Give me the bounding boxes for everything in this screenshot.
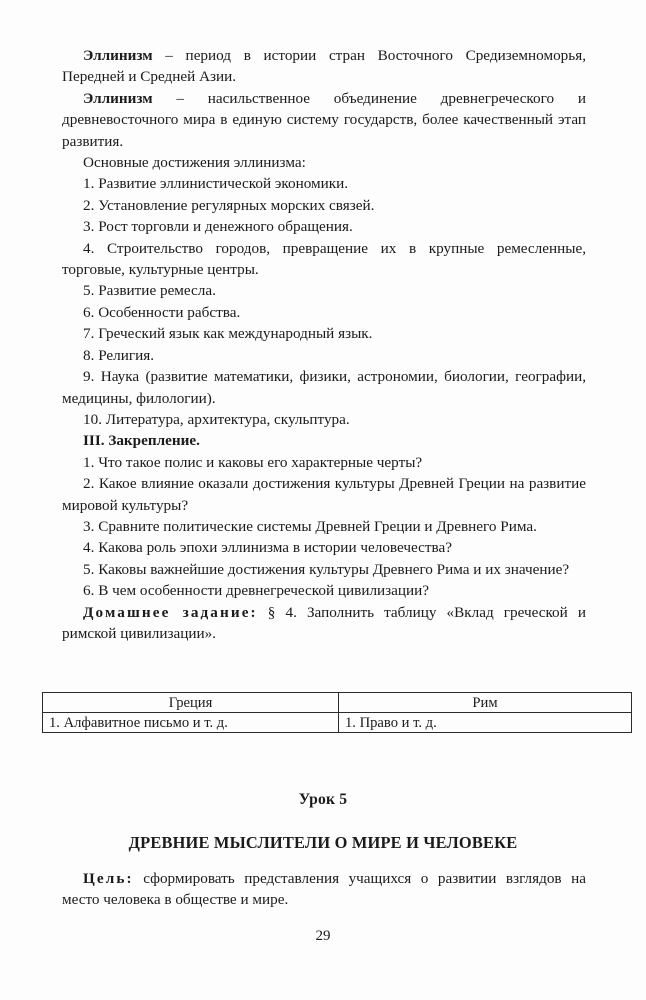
table-cell-greece-1: 1. Алфавитное письмо и т. д. [43,713,339,733]
achievement-item: 10. Литература, архитектура, скульптура. [83,410,350,428]
section-heading-iii [62,430,586,451]
table-header-row [43,693,632,713]
achievement-item: 6. Особенности рабства. [83,303,241,321]
definition-text-2: – насильственное объединение древнегреческого и древневосточного мира в единую систему государств, более качественный этап развития. [62,89,586,150]
definition-text-1: – период в истории стран Восточного Средиземноморья, Передней и Средней Азии. [62,47,586,86]
contribution-table-wrapper [42,692,605,733]
review-question: 3. Сравните политические системы Древней Греции и Древнего Рима. [83,517,537,535]
lesson-aim-label: Цель: [83,870,134,887]
definition-paragraph-2 [62,88,586,152]
section-heading-label: III. Закрепление. [83,432,200,450]
contribution-table [42,692,632,733]
page-body-text [62,45,586,644]
review-question: 1. Что такое полис и каковы его характерные черты? [83,453,423,471]
achievement-item: 8. Религия. [83,346,155,364]
lesson-aim-block [62,868,586,911]
table-header-rome: Рим [339,693,632,713]
page-number: 29 [315,928,331,944]
table-row [43,713,632,733]
definition-term-1: Эллинизм [83,47,153,64]
achievement-item: 7. Греческий язык как международный язык. [83,325,373,343]
achievement-item: 2. Установление регулярных морских связей. [83,196,375,214]
review-question: 4. Какова роль эпохи эллинизма в истории человечества? [83,539,452,557]
lesson-number: Урок 5 [298,791,348,808]
homework-label: Домашнее задание: [83,603,258,621]
achievement-item: 9. Наука (развитие математики, физики, астрономии, биологии, географии, медицины, филологии). [62,368,586,407]
lesson-title: ДРЕВНИЕ МЫСЛИТЕЛИ О МИРЕ И ЧЕЛОВЕКЕ [128,833,518,852]
table-cell-rome-1: 1. Право и т. д. [339,713,632,733]
definition-term-2: Эллинизм [83,89,153,107]
achievement-item: 4. Строительство городов, превращение их в крупные ремесленные, торговые, культурные центры. [62,239,586,279]
achievements-intro: Основные достижения эллинизма: [83,154,306,172]
achievement-item: 1. Развитие эллинистической экономики. [83,175,349,193]
homework-text: § 4. Заполнить таблицу «Вклад греческой и римской цивилизации». [62,603,586,642]
lesson-aim-text: сформировать представления учащихся о развитии взглядов на место человека в обществе и мире. [62,870,586,909]
table-header-greece: Греция [43,693,339,713]
achievement-item: 5. Развитие ремесла. [83,282,216,300]
lesson-aim-paragraph [62,868,586,911]
definition-paragraph-1 [62,45,586,88]
homework-paragraph [62,602,586,645]
review-question: 5. Каковы важнейшие достижения культуры Древнего Рима и их значение? [83,560,570,578]
achievement-item: 3. Рост торговли и денежного обращения. [83,218,353,236]
review-question: 6. В чем особенности древнегреческой цивилизации? [83,582,430,600]
review-question: 2. Какое влияние оказали достижения культуры Древней Греции на развитие мировой культуры? [62,475,586,514]
